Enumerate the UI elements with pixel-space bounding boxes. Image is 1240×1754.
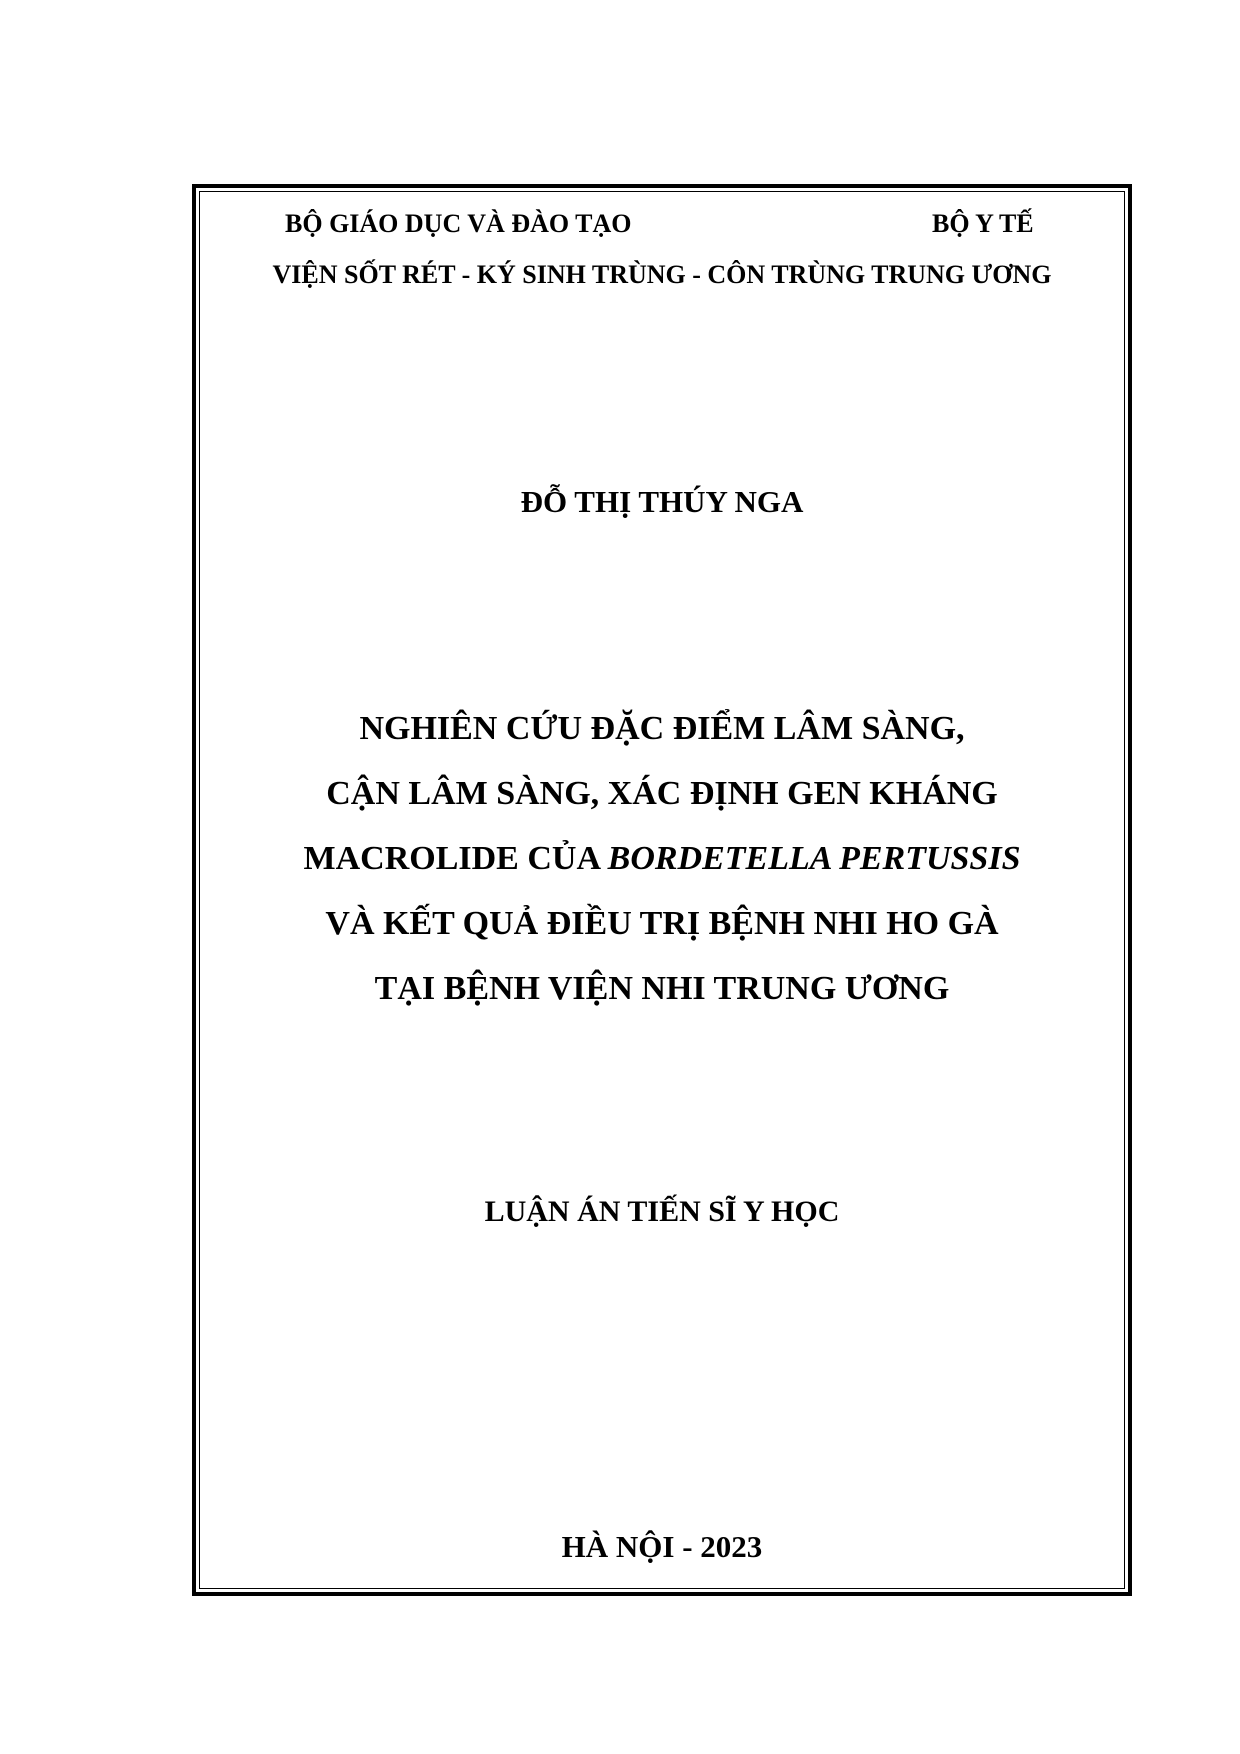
ministry-health-label: BỘ Y TẾ bbox=[932, 209, 1034, 238]
degree-label: LUẬN ÁN TIẾN SĨ Y HỌC bbox=[484, 1195, 840, 1228]
place-year: HÀ NỘI - 2023 bbox=[561, 1529, 763, 1564]
thesis-title-line-4: VÀ KẾT QUẢ ĐIỀU TRỊ BỆNH NHI HO GÀ bbox=[325, 905, 999, 942]
ministry-education-label: BỘ GIÁO DỤC VÀ ĐÀO TẠO bbox=[285, 209, 632, 238]
species-name: BORDETELLA PERTUSSIS bbox=[607, 840, 1021, 877]
inner-frame-border bbox=[199, 191, 1125, 1589]
thesis-title-line-5: TẠI BỆNH VIỆN NHI TRUNG ƯƠNG bbox=[374, 970, 950, 1007]
author-name: ĐỖ THỊ THÚY NGA bbox=[520, 484, 804, 519]
thesis-title-line-1: NGHIÊN CỨU ĐẶC ĐIỂM LÂM SÀNG, bbox=[359, 710, 965, 747]
thesis-title-line-3 bbox=[0, 842, 1240, 876]
institute-name: VIỆN SỐT RÉT - KÝ SINH TRÙNG - CÔN TRÙNG TRUNG ƯƠNG bbox=[272, 260, 1052, 289]
thesis-title-line-2: CẬN LÂM SÀNG, XÁC ĐỊNH GEN KHÁNG bbox=[326, 775, 998, 812]
thesis-title-line-3-prefix: MACROLIDE CỦA bbox=[303, 840, 608, 877]
